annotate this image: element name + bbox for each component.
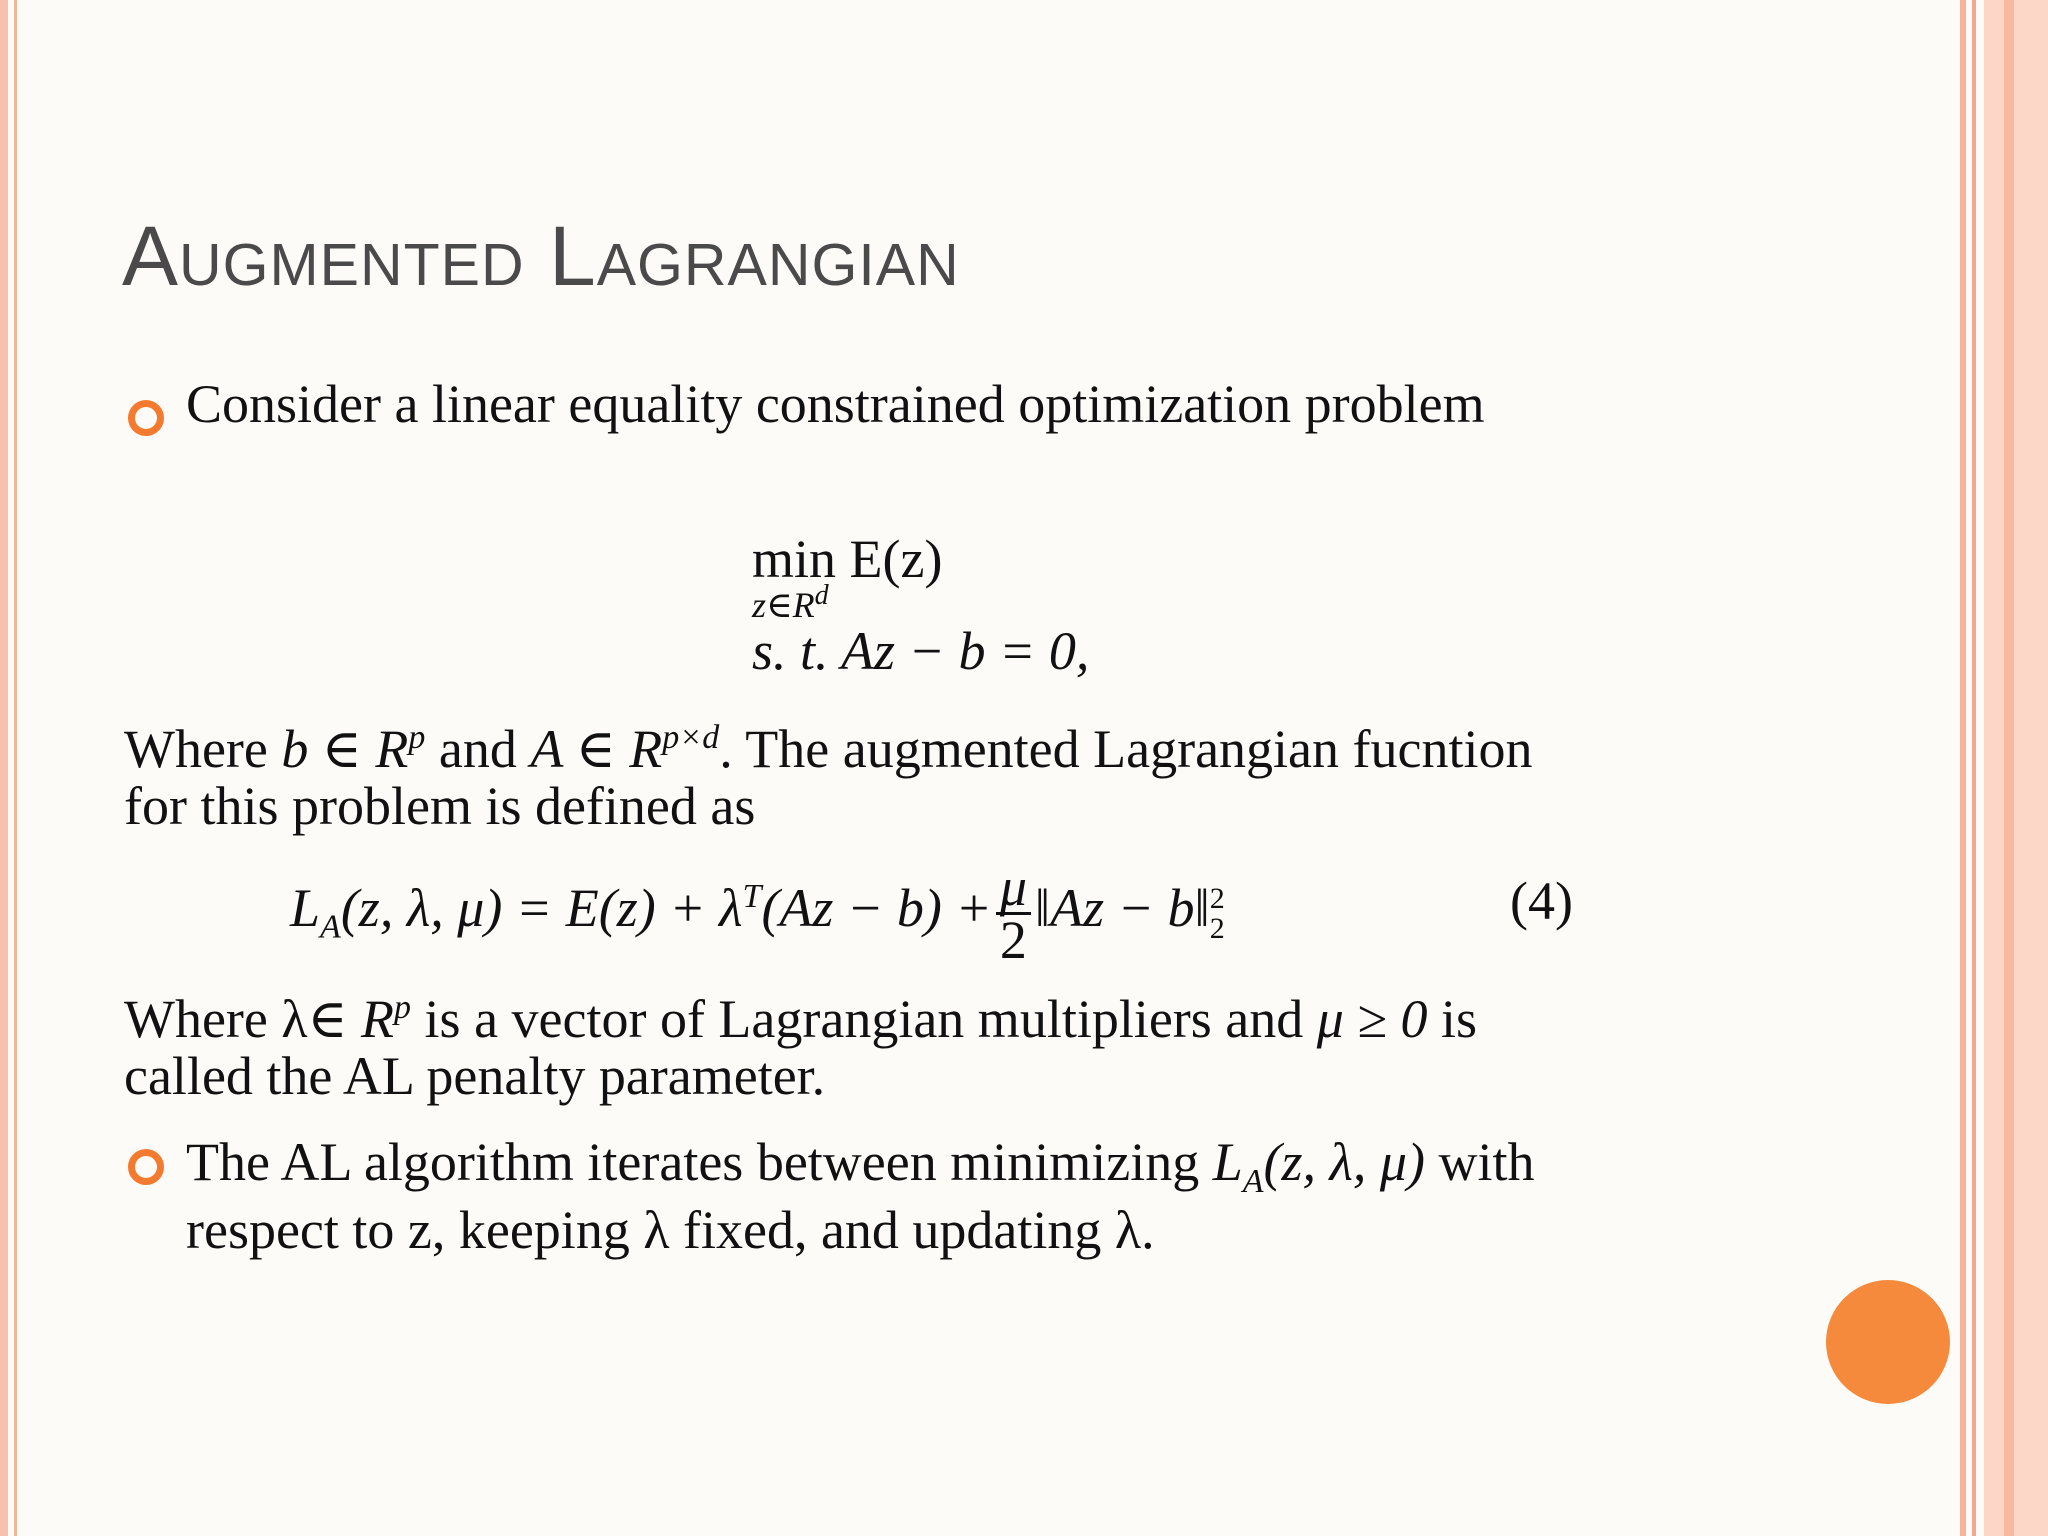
norm-sup: 2 [1209,881,1225,915]
text-fragment: with [1425,1132,1535,1192]
math-sub: A [1242,1162,1264,1200]
left-border-band [0,0,8,1536]
right-border-line [1972,0,1976,1536]
eq-norm: ‖Az − b‖ [1034,877,1210,938]
eq-sup: T [742,877,762,915]
eq-sub: A [320,908,341,946]
fraction-denominator: 2 [999,910,1027,970]
subscript-text: z∈R [752,585,815,625]
constraint-line: s. t. Az − b = 0, [752,621,1090,681]
eq-text: (z, λ, μ) = E(z) + λ [340,877,743,938]
math-fragment: (z, λ, μ) [1263,1132,1426,1192]
text-fragment: and [425,719,531,779]
eq-text: (Az − b) + [761,877,992,938]
bullet-text-1: Consider a linear equality constrained optimization problem [186,374,1485,434]
bullet-text-2-line-2: respect to z, keeping λ fixed, and updating λ. [186,1200,1155,1260]
multiplier-line-2: called the AL penalty parameter. [124,1046,826,1106]
norm-sub: 2 [1209,911,1225,945]
text-fragment: The AL algorithm iterates between minimizing [186,1132,1213,1192]
orange-circle-decoration [1826,1280,1950,1404]
right-border-stripe [2004,0,2014,1536]
math-sup: p [408,719,426,756]
math-fragment: b ∈ R [281,719,409,779]
math-fragment: R [361,989,395,1049]
math-fragment: A ∈ R [530,719,663,779]
text-fragment: is a vector of Lagrangian multipliers and [411,989,1317,1049]
eq-fraction [996,857,1031,970]
math-fragment: μ ≥ 0 [1316,989,1428,1049]
math-sup: p×d [662,719,720,756]
left-border-line [14,0,17,1536]
text-fragment: Where [124,719,282,779]
definition-line-2: for this problem is defined as [124,776,756,836]
math-fragment: L [1212,1132,1243,1192]
lagrangian-equation [290,857,1225,970]
eq-symbol: L [290,877,321,938]
text-fragment: Where λ∈ [124,989,362,1049]
fraction-numerator: μ [996,862,1031,915]
objective-text: min E(z) [752,529,943,589]
bullet-circle-icon [128,400,164,436]
math-sup: p [394,989,412,1026]
subscript-sup: d [814,580,829,611]
right-border-band [1984,0,2048,1536]
text-fragment: . The augmented Lagrangian fucntion [719,719,1533,779]
bullet-circle-icon [128,1149,164,1185]
equation-number: (4) [1510,871,1573,931]
text-fragment: is [1427,989,1478,1049]
right-border-line [1960,0,1966,1536]
norm-indices [1209,881,1225,945]
slide-title: Augmented Lagrangian [122,209,960,303]
